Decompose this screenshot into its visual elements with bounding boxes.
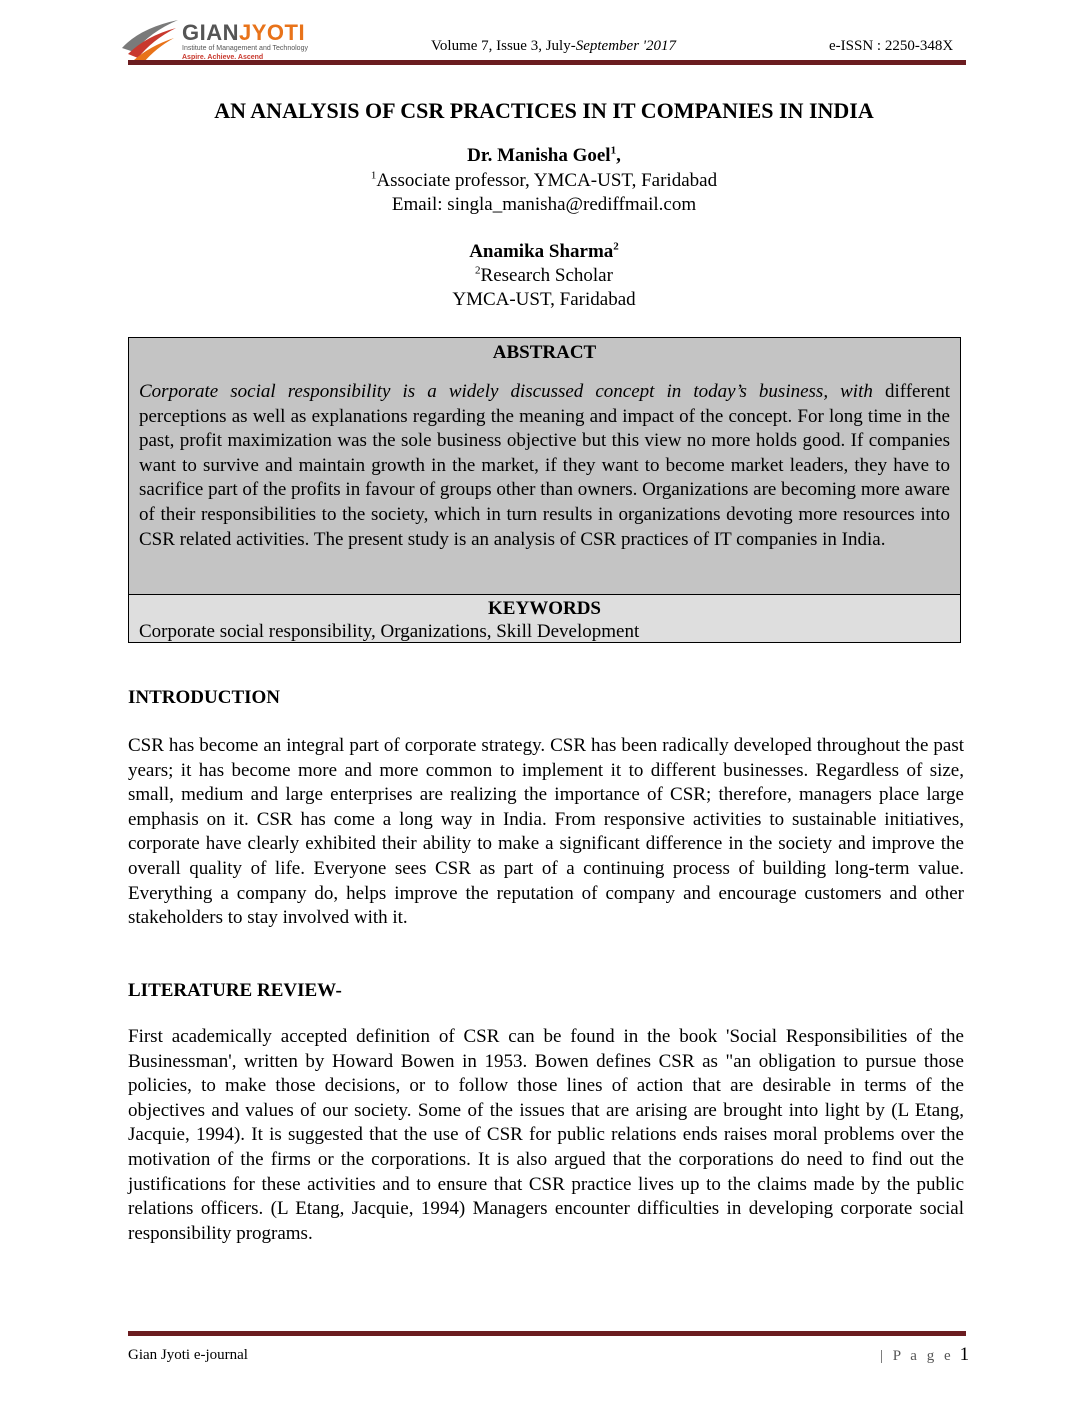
abstract-text: Corporate social responsibility is a widely discussed concept in today’s business, with different perceptions as well as explanations regarding the meaning and impact of the concept. For long time in the past, profit maximization was the sole business objective but this view no more holds good. If companies want to survive and maintain growth in the market, if they want to become market leaders, they have to sacrifice part of the profits in favour of groups other than owners. Organizations are becoming more aware of their responsibilities to the society, which in turn results in organizations devoting more resources into CSR related activities. The present study is an analysis of CSR practices of IT companies in India. (139, 381, 951, 550)
author-2-name: Anamika Sharma$^2$ (469, 240, 619, 262)
introduction-text: CSR has become an integral part of corporate strategy. CSR has been radically developed throughout the past years; it has become more and more common to implement it to different businesses. Regardless of size, small, medium and large enterprises are realizing the importance of CSR; therefore, managers place large emphasis on it. CSR has come a long way in India. From responsive activities to sustainable initiatives, corporate have clearly exhibited their ability to make a significant difference in the society and improve the overall quality of life. Everyone sees CSR as part of a continuing process of building long-term value. Everything a company do, helps improve the reputation of company and encourage customers and other stakeholders to stay involved with it. (128, 735, 964, 929)
author-1-email: Email: singla_manisha@rediffmail.com (391, 194, 697, 215)
author-1-affiliation: $^1$Associate professor, YMCA-UST, Faridabad (370, 169, 718, 191)
page-number: 1 (959, 1344, 970, 1365)
literature-review-heading: LITERATURE REVIEW- (128, 980, 342, 1001)
abstract-box (128, 337, 961, 643)
keywords-heading: KEYWORDS (488, 598, 601, 619)
logo-tagline: Aspire. Achieve. Ascend (182, 54, 264, 61)
logo-wordmark: GIANJYOTI (182, 20, 306, 45)
journal-logo (120, 18, 350, 64)
literature-review-text: First academically accepted definition of CSR can be found in the book 'Social Responsibilities of the Businessman', written by Howard Bowen in 1953. Bowen defines CSR as "an obligation to pursue those policies, to make those decisions, or to follow those lines of action that are desirable in terms of the objectives and values of our society. Some of the issues that are arising are brought into light by (L Etang, Jacquie, 1994). It is suggested that the use of CSR for public relations ends raises moral problems over the motivation of the firms or the corporations. It is also argued that the corporations do need to find out the justifications for these activities and to ensure that CSR practice lives up to the claims made by the public relations officers. (L Etang, Jacquie, 1994) Managers encounter difficulties in developing corporate social responsibility programs. (128, 1026, 964, 1244)
page-indicator: | P a g e 1 (880, 1344, 970, 1365)
keywords-text: Corporate social responsibility, Organizations, Skill Development (139, 621, 640, 642)
abstract-heading: ABSTRACT (492, 342, 597, 363)
logo-subtitle: Institute of Management and Technology (182, 45, 308, 52)
footer-rule (128, 1331, 966, 1336)
introduction-heading: INTRODUCTION (128, 687, 281, 708)
header-rule (128, 60, 966, 65)
author-2-affiliation-2: YMCA-UST, Faridabad (452, 289, 636, 310)
footer-journal: Gian Jyoti e-journal (128, 1347, 248, 1363)
logo-swoosh-icon (120, 18, 180, 64)
volume-issue: Volume 7, Issue 3, July-September '2017 (431, 38, 677, 54)
author-2-affiliation: $^2$Research Scholar (475, 264, 613, 286)
paper-title: AN ANALYSIS OF CSR PRACTICES IN IT COMPANIES IN INDIA (214, 98, 874, 123)
issn: e-ISSN : 2250-348X (829, 38, 954, 54)
author-1-name: Dr. Manisha Goel$^1$, (467, 144, 621, 166)
